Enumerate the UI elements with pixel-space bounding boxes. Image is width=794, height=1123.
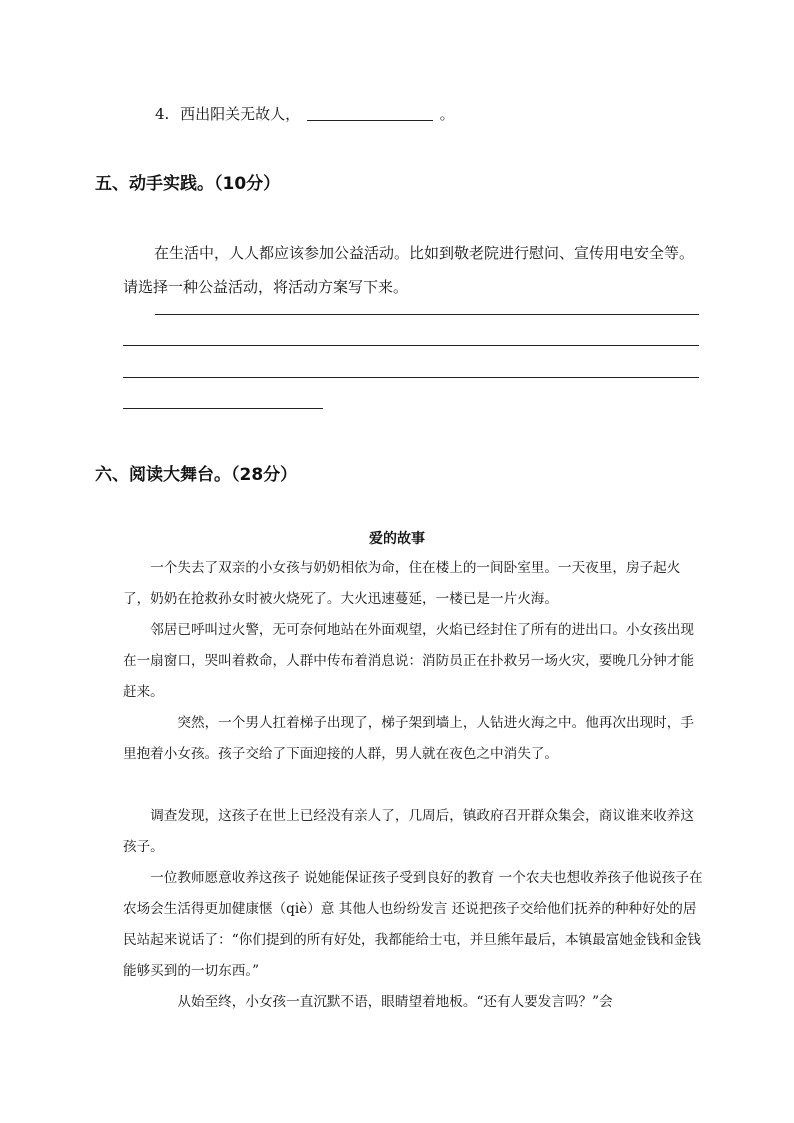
story-paragraph-6: 从始至终，小女孩一直沉默不语，眼睛望着地板。“还有人要发言吗？”会 [177, 994, 613, 1010]
story-paragraph-4: 调查发现，这孩子在世上已经没有亲人了，几周后，镇政府召开群众集会，商议谁来收养这孩子。 [123, 808, 694, 855]
question-end: 。 [439, 105, 455, 123]
writing-line-1[interactable] [155, 314, 699, 315]
story-paragraph-1: 一个失去了双亲的小女孩与奶奶相依为命，住在楼上的一间卧室里。一天夜里，房子起火了，奶奶在抢救孙女时被火烧死了。大火迅速蔓延，一楼已是一片火海。 [123, 560, 681, 607]
question-number: 4. [155, 105, 170, 123]
answer-blank[interactable] [307, 106, 433, 121]
section-5-prompt: 在生活中，人人都应该参加公益活动。比如到敬老院进行慰问、宣传用电安全等。请选择一种公益活动，将活动方案写下来。 [123, 244, 695, 296]
writing-line-4[interactable] [123, 408, 323, 409]
section-6-heading: 六、阅读大舞台。（28分） [95, 465, 298, 485]
story-title: 爱的故事 [369, 531, 425, 547]
section-5-heading: 五、动手实践。（10分） [95, 174, 281, 194]
story-paragraph-3: 突然，一个男人扛着梯子出现了，梯子架到墙上，人钻进火海之中。他再次出现时，手里抱着小女孩。孩子交给了下面迎接的人群，男人就在夜色之中消失了。 [123, 715, 694, 762]
writing-line-2[interactable] [123, 345, 699, 346]
story-paragraph-2: 邻居已呼叫过火警，无可奈何地站在外面观望，火焰已经封住了所有的进出口。小女孩出现在一扇窗口，哭叫着救命，人群中传布着消息说：消防员正在扑救另一场火灾，要晚几分钟才能赶来。 [123, 622, 694, 700]
question-4 [155, 103, 455, 124]
writing-line-3[interactable] [123, 377, 699, 378]
question-text: 西出阳关无故人， [180, 105, 301, 123]
story-paragraph-5: 一位教师愿意收养这孩子 说她能保证孩子受到良好的教育 一个农夫也想收养孩子他说孩子在农场会生活得更加健康惬（qiè）意 其他人也纷纷发言 还说把孩子交给他们抚养的种种好处的居民站起来说话了：“你们提到的所有好处，我都能给士屯，并旦熊年最后，本镇最富她金钱和金钱能够买到的一切东西。” [123, 870, 703, 979]
